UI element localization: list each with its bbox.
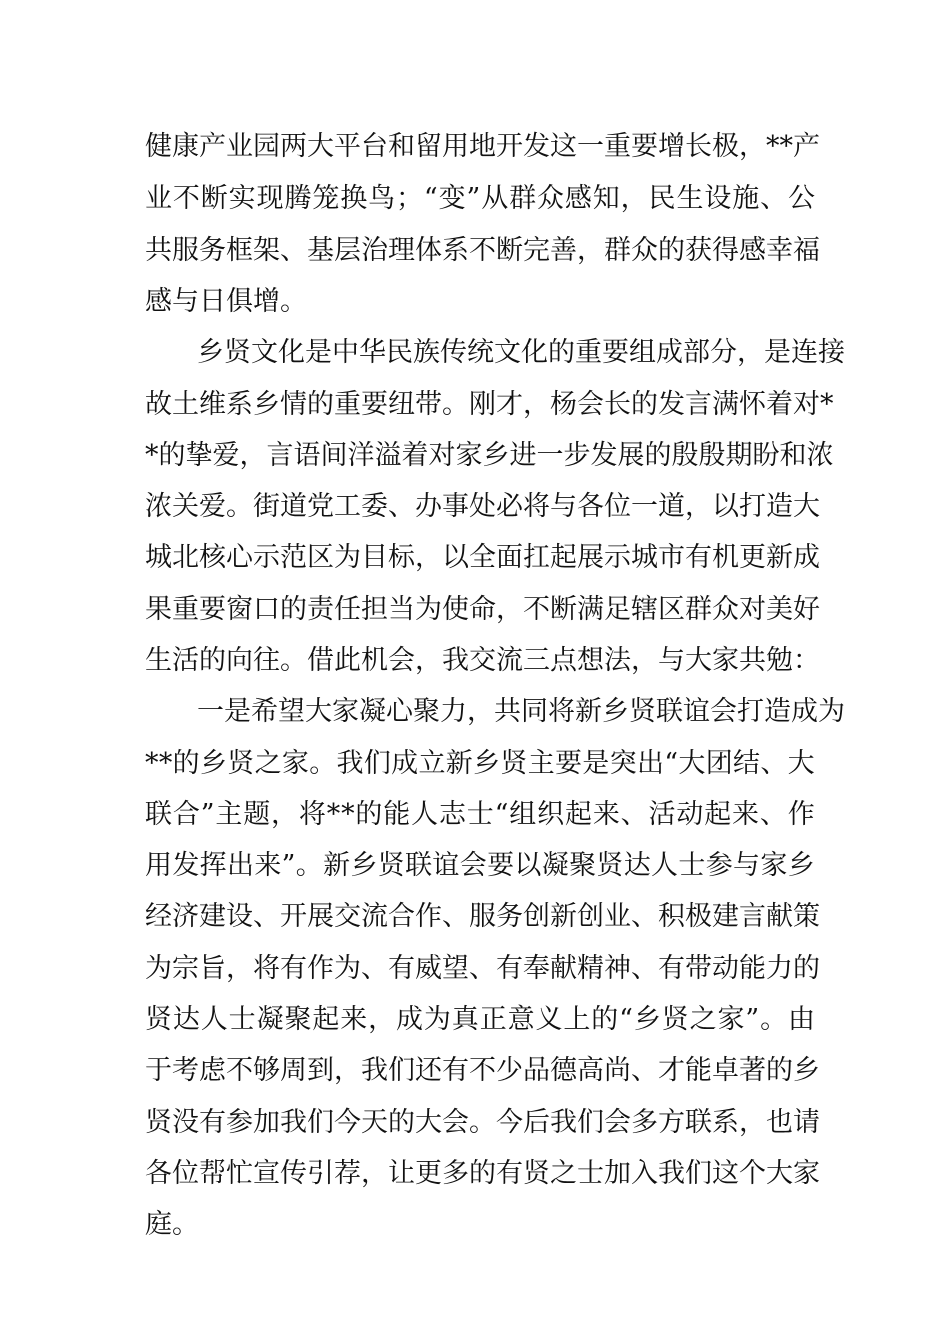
text-line: 果 重 要 窗 口 的 责 任 担 当 为 使 命 ， 不 断 满 足 辖 区 群 众 对 美 好 bbox=[145, 594, 820, 625]
text-line: 贤 达 人 士 凝 聚 起 来 ， 成 为 真 正 意 义 上 的 “ 乡 贤 之 家 ” 。 由 bbox=[145, 1004, 815, 1035]
text-line: * 的 挚 爱 ， 言 语 间 洋 溢 着 对 家 乡 进 一 步 发 展 的 殷 殷 期 盼 和 浓 bbox=[145, 440, 834, 471]
text-line: 各 位 帮 忙 宣 传 引 荐 ， 让 更 多 的 有 贤 之 士 加 入 我 们 这 个 大 家 bbox=[145, 1158, 820, 1189]
text-line: 于 考 虑 不 够 周 到 ， 我 们 还 有 不 少 品 德 高 尚 、 才 能 卓 著 的 乡 bbox=[145, 1055, 820, 1086]
text-line: 健 康 产 业 园 两 大 平 台 和 留 用 地 开 发 这 一 重 要 增 长 极 ， * * 产 bbox=[145, 131, 820, 162]
text-line: 联 合 ” 主 题 ， 将 * * 的 能 人 志 士 “ 组 织 起 来 、 活 动 起 来 、 作 bbox=[145, 799, 815, 830]
text-line: 共 服 务 框 架 、 基 层 治 理 体 系 不 断 完 善 ， 群 众 的 获 得 感 幸 福 bbox=[145, 235, 820, 266]
text-line: 浓 关 爱 。 街 道 党 工 委 、 办 事 处 必 将 与 各 位 一 道 ， 以 打 造 大 bbox=[145, 491, 820, 522]
text-line: 庭。 bbox=[145, 1209, 199, 1240]
text-line: 经 济 建 设 、 开 展 交 流 合 作 、 服 务 创 新 创 业 、 积 极 建 言 献 策 bbox=[145, 901, 820, 932]
text-line: 感与日俱增。 bbox=[145, 286, 307, 317]
text-line: 城 北 核 心 示 范 区 为 目 标 ， 以 全 面 扛 起 展 示 城 市 有 机 更 新 成 bbox=[145, 542, 820, 573]
text-line: 为 宗 旨 ， 将 有 作 为 、 有 威 望 、 有 奉 献 精 神 、 有 带 动 能 力 的 bbox=[145, 953, 820, 984]
paragraph-first-line: 一是希望大家凝心聚力，共同将新乡贤联谊会打造成为 bbox=[197, 696, 845, 727]
text-line: 故 土 维 系 乡 情 的 重 要 纽 带 。 刚 才 ， 杨 会 长 的 发 言 满 怀 着 对 * bbox=[145, 389, 834, 420]
paragraph-first-line: 乡贤文化是中华民族传统文化的重要组成部分，是连接 bbox=[197, 337, 845, 368]
text-line: 贤 没 有 参 加 我 们 今 天 的 大 会 。 今 后 我 们 会 多 方 联 系 ， 也 请 bbox=[145, 1107, 820, 1138]
text-line: 生活的向往。借此机会，我交流三点想法，与大家共勉： bbox=[145, 645, 820, 676]
text-line: 用 发 挥 出 来 ” 。 新 乡 贤 联 谊 会 要 以 凝 聚 贤 达 人 士 参 与 家 乡 bbox=[145, 850, 815, 881]
text-line: * * 的 乡 贤 之 家 。 我 们 成 立 新 乡 贤 主 要 是 突 出 “ 大 团 结 、 大 bbox=[145, 748, 815, 779]
text-line: 业 不 断 实 现 腾 笼 换 鸟 ； “ 变 ” 从 群 众 感 知 ， 民 生 设 施 、 公 bbox=[145, 183, 815, 214]
